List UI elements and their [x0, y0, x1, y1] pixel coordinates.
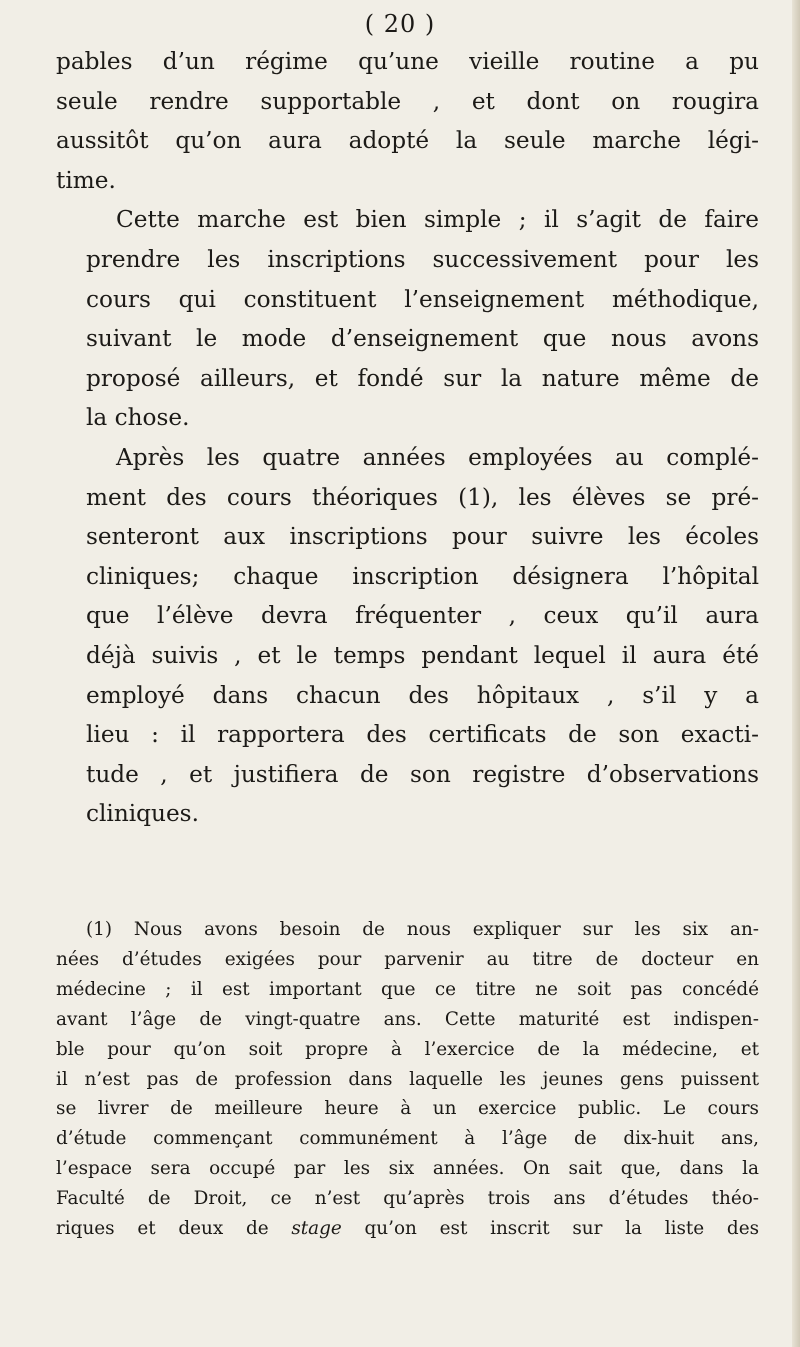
text-line: déjà suivis , et le temps pendant lequel il aura été [86, 641, 759, 669]
body-text [56, 42, 759, 834]
text-line: prendre les inscriptions successivement pour les [86, 245, 759, 273]
footnote-line: (1) Nous avons besoin de nous expliquer sur les six an- [86, 919, 759, 940]
text-line: cours qui constituent l’enseignement méthodique, [86, 285, 759, 313]
footnote-line-last [56, 1214, 759, 1244]
text-line: aussitôt qu’on aura adopté la seule marche légi- [56, 127, 759, 155]
text-line: senteront aux inscriptions pour suivre les écoles [86, 523, 759, 551]
footnote-line: avant l’âge de vingt-quatre ans. Cette maturité est indispen- [56, 1008, 759, 1030]
paragraph-1 [56, 42, 759, 200]
page-number: ( 20 ) [364, 10, 436, 38]
text-line: que l’élève devra fréquenter , ceux qu’il aura [86, 602, 759, 630]
footnote-line: l’espace sera occupé par les six années. On sait que, dans la [56, 1158, 759, 1180]
footnote-line: nées d’études exigées pour parvenir au titre de docteur en [56, 948, 759, 970]
footnote-line: médecine ; il est important que ce titre ne soit pas concédé [56, 978, 759, 1000]
page-edge-shadow [792, 0, 800, 1347]
footnote-text: qu’on est inscrit sur la liste des [341, 1218, 760, 1240]
text-line: employé dans chacun des hôpitaux , s’il y a [86, 681, 759, 709]
text-line: ment des cours théoriques (1), les élèves se pré- [86, 483, 759, 511]
paragraph-2 [56, 200, 759, 438]
text-line: cliniques; chaque inscription désignera l’hôpital [86, 562, 759, 590]
footnote-line: ble pour qu’on soit propre à l’exercice de la médecine, et [56, 1038, 759, 1060]
footnote-text: riques et deux de [56, 1218, 292, 1240]
footnote-line: se livrer de meilleure heure à un exercice public. Le cours [56, 1098, 759, 1120]
paragraph-3 [56, 438, 759, 834]
text-line: Après les quatre années employées au complé- [116, 443, 759, 471]
footnote-line: Faculté de Droit, ce n’est qu’après trois ans d’études théo- [56, 1188, 759, 1210]
text-line: suivant le mode d’enseignement que nous avons [86, 325, 759, 353]
footnote [56, 915, 759, 1244]
text-line: proposé ailleurs, et fondé sur la nature même de [86, 364, 759, 392]
footnote-line: il n’est pas de profession dans laquelle les jeunes gens puissent [56, 1068, 759, 1090]
text-line: seule rendre supportable , et dont on rougira [56, 87, 759, 115]
text-line: time. [56, 166, 116, 194]
text-line: la chose. [86, 404, 190, 432]
text-line: pables d’un régime qu’une vieille routine a pu [56, 48, 759, 75]
text-line: cliniques. [86, 800, 199, 828]
footnote-line: d’étude commençant communément à l’âge de dix-huit ans, [56, 1128, 759, 1150]
text-line: Cette marche est bien simple ; il s’agit de faire [116, 206, 759, 234]
text-line: tude , et justifiera de son registre d’observations [86, 760, 759, 788]
footnote-italic-word: stage [291, 1218, 342, 1240]
text-line: lieu : il rapportera des certificats de son exacti- [86, 721, 759, 749]
